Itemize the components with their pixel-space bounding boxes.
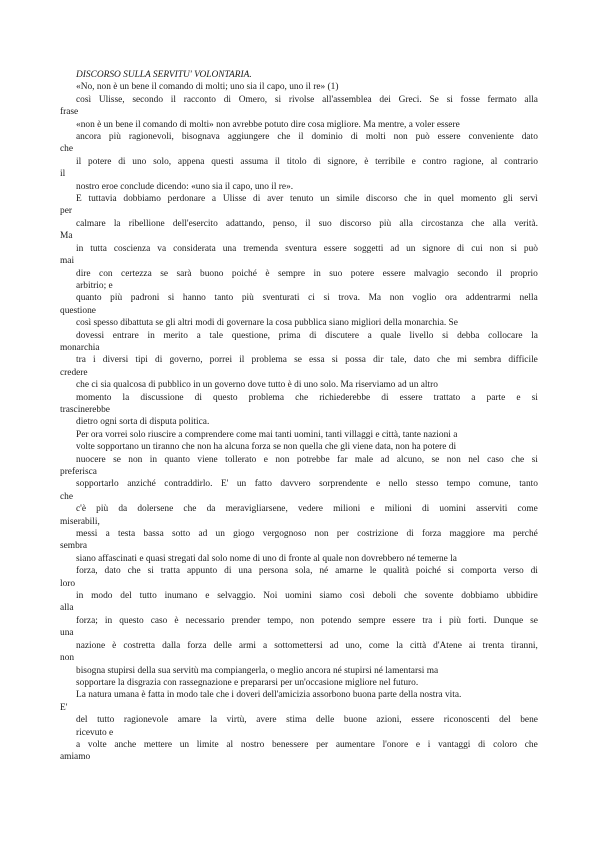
text-line: quanto più padroni si hanno tanto più sventurati ci si trova. Ma non voglio ora addentrarmi nella [76, 293, 538, 304]
text-line: sembra [60, 541, 88, 552]
text-line: tra i diversi tipi di governo, porrei il problema se essa si possa dir tale, dato che mi sembra difficile [76, 355, 538, 366]
document-body [60, 69, 538, 764]
text-line: dietro ogni sorta di disputa politica. [76, 417, 210, 428]
text-line: amiamo [60, 752, 91, 763]
text-line: così spesso dibattuta se gli altri modi di governare la cosa pubblica siano migliori della monarchia. Se [76, 318, 458, 329]
text-line: nostro eroe conclude dicendo: «uno sia il capo, uno il re». [76, 181, 294, 192]
text-line: che ci sia qualcosa di pubblico in un governo dove tutto è di uno solo. Ma riserviamo ad un altro [76, 380, 438, 391]
text-line: messi a testa bassa sotto ad un giogo vergognoso non per costrizione di forza maggiore ma perché [76, 529, 538, 540]
text-lines [60, 81, 538, 763]
text-line: siano affascinati e quasi stregati dal solo nome di uno di fronte al quale non dovrebbero né temerne la [76, 553, 457, 564]
text-line: ricevuto e [76, 727, 114, 738]
text-line: preferisca [60, 467, 97, 477]
text-line: a volte anche mettere un limite al nostro benessere per aumentare l'onore e i vantaggi di coloro che [76, 739, 538, 750]
text-line: il potere di uno solo, appena questi assuma il titolo di signore, è terribile e contro ragione, al contrario [76, 156, 538, 167]
text-line: Per ora vorrei solo riuscire a comprendere come mai tanti uomini, tanti villaggi e città, tante nazioni a [76, 429, 458, 440]
text-line: del tutto ragionevole amare la virtù, avere stima delle buone azioni, essere riconoscenti del bene [76, 715, 538, 726]
text-line: bisogna stupirsi della sua servitù ma compiangerla, o meglio ancora né stupirsi né lamentarsi ma [76, 665, 439, 676]
text-line: calmare la ribellione dell'esercito adattando, penso, il suo discorso più alla circostanza che alla verità. [76, 218, 538, 229]
text-line: una [60, 628, 74, 639]
text-line: dovessi entrare in merito a tale questione, prima di discutere a quale livello si debba collocare la [76, 330, 538, 341]
text-line: il [60, 169, 66, 180]
text-line: sopportarlo anziché contraddirlo. E' un fatto davvero sorprendente e nello stesso tempo comune, tanto [76, 479, 538, 490]
text-line: frase [60, 107, 79, 118]
text-line: così Ulisse, secondo il racconto di Omero, si rivolse all'assemblea dei Greci. Se si fosse fermato alla [76, 94, 538, 105]
text-line: che [60, 491, 74, 502]
text-line: per [60, 206, 72, 217]
text-line: credere [60, 367, 88, 378]
text-line: dire con certezza se sarà buono poiché è sempre in suo potere essere malvagio secondo il proprio [76, 268, 538, 279]
text-line: E tuttavia dobbiamo perdonare a Ulisse di aver tenuto un simile discorso che in quel momento gli servì [76, 194, 538, 205]
document-title: DISCORSO SULLA SERVITU' VOLONTARIA. [76, 70, 252, 80]
text-line: che [60, 144, 74, 155]
text-line: trascinerebbe [60, 404, 110, 415]
text-line: momento la discussione di questo problema che richiederebbe di essere trattato a parte e si [76, 392, 538, 403]
text-line: in modo del tutto inumano e selvaggio. Noi uomini siamo così deboli che sovente dobbiamo ubbidire [76, 591, 538, 602]
text-line: sopportare la disgrazia con rassegnazione e prepararsi per un'occasione migliore nel futuro. [76, 677, 419, 688]
text-line: nuocere se non in quanto viene tollerato e non potrebbe far male ad alcuno, se non nel caso che si [76, 454, 538, 465]
text-line: monarchia [60, 342, 100, 353]
text-line: Ma [60, 231, 73, 242]
text-line: «non è un bene il comando di molti» non avrebbe potuto dire cosa migliore. Ma mentre, a voler essere [76, 119, 460, 130]
text-line: «No, non è un bene il comando di molti; uno sia il capo, uno il re» (1) [76, 82, 339, 93]
text-line: forza; in questo caso è necessario prender tempo, non potendo sempre essere tra i più forti. Dunque se [76, 615, 538, 626]
text-line: ancora più ragionevoli, bisognava aggiungere che il dominio di molti non può essere conveniente dato [76, 132, 538, 143]
text-line: alla [60, 603, 74, 614]
text-line: non [60, 653, 75, 664]
text-line: nazione è costretta dalla forza delle armi a sottomettersi ad uno, come la città d'Atene ai trenta tiranni, [76, 640, 538, 651]
text-line: c'è più da dolersene che da meravigliarsene, vedere milioni e milioni di uomini asserviti come [76, 504, 538, 515]
text-line: questione [60, 305, 96, 316]
text-line: in tutta coscienza va considerata una tremenda sventura essere soggetti ad un signore di cui non si può [76, 243, 538, 254]
text-line: arbitrio; e [76, 280, 113, 291]
text-line: E' [60, 702, 68, 713]
text-line: mai [60, 256, 75, 267]
text-line: miserabili, [60, 516, 100, 527]
text-line: volte sopportano un tiranno che non ha alcuna forza se non quella che gli viene data, non ha potere di [76, 442, 457, 453]
text-line: La natura umana è fatta in modo tale che i doveri dell'amicizia assorbono buona parte della nostra vita. [76, 690, 462, 701]
text-line: forza, dato che si tratta appunto di una persona sola, né amarne le qualità poiché si comporta verso di [76, 566, 538, 577]
text-line: loro [60, 578, 76, 589]
